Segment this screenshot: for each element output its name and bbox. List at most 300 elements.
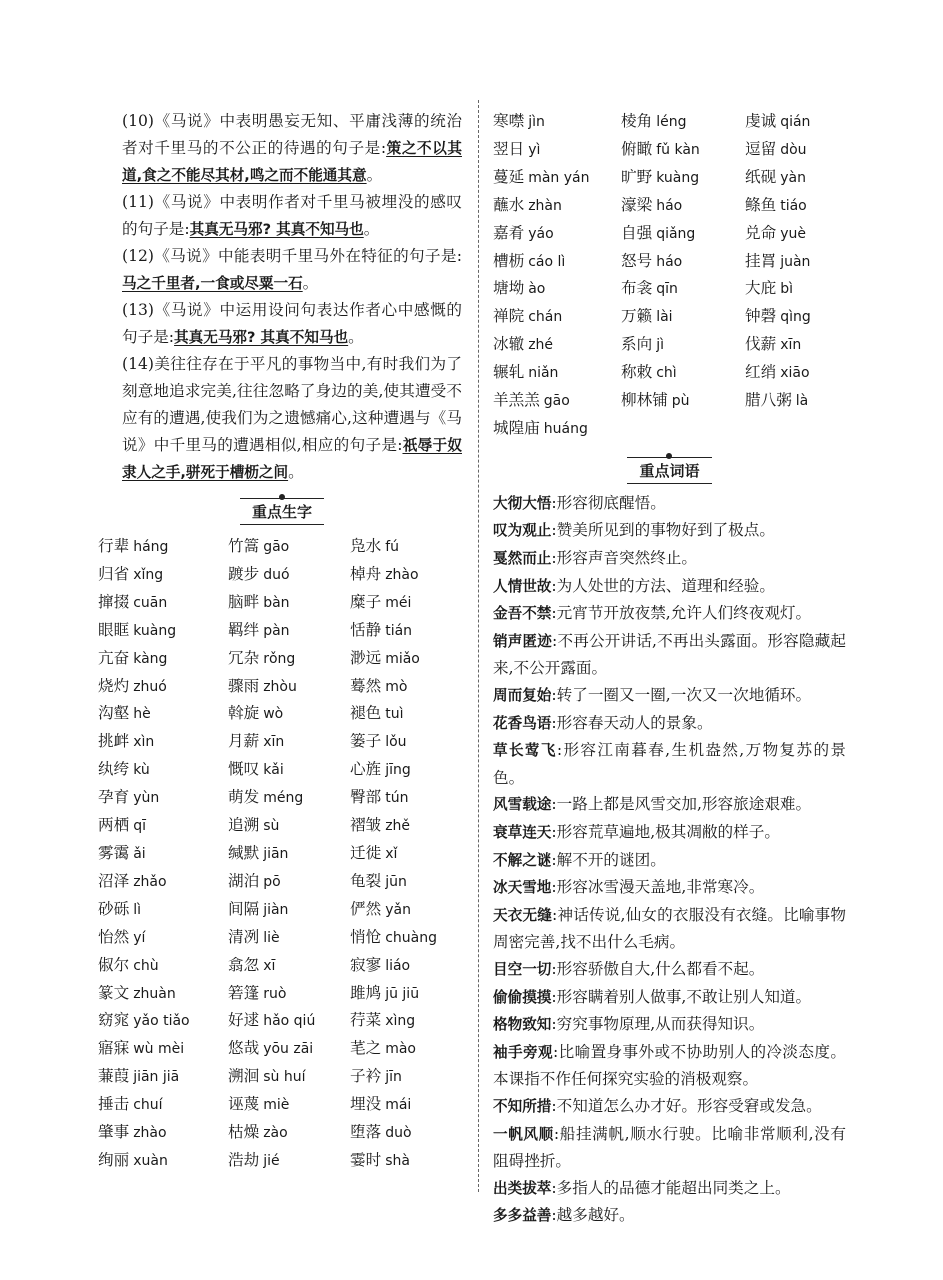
question-item — [122, 243, 462, 297]
char-entry — [493, 415, 621, 443]
vocab-term: 目空一切 — [493, 960, 552, 978]
char-pinyin: liáo — [385, 957, 411, 974]
char-pinyin: liè — [263, 929, 280, 946]
char-pinyin: qīn — [656, 281, 678, 298]
char-entry — [350, 784, 466, 812]
char-word: 挂罥 — [745, 251, 777, 270]
vocab-definition: :不再公开讲话,不再出头露面。形容隐藏起来,不公开露面。 — [493, 631, 846, 678]
question-text: (13)《马说》中运用设问句表达作者心中感慨的句子是: — [122, 301, 462, 346]
vocab-term: 草长莺飞 — [493, 742, 557, 760]
question-text: (14)美往往存在于平凡的事物当中,有时我们为了刻意地追求完美,往往忽略了身边的美,使其遭受不应有的遭遇,使我们为之遗憾痛心,这种遭遇与《马说》中千里马的遭遇相似,相应的句子是: — [122, 355, 462, 454]
char-pinyin: sù huí — [263, 1069, 306, 1086]
vocab-entry — [493, 1202, 846, 1230]
char-entry — [228, 896, 350, 924]
vocab-entry — [493, 984, 846, 1012]
vocab-definition: :解不开的谜团。 — [551, 850, 666, 869]
char-pinyin: jūn — [385, 873, 407, 890]
char-word: 霎时 — [350, 1150, 382, 1169]
char-word: 两栖 — [98, 816, 130, 835]
char-word: 斡旋 — [228, 704, 260, 723]
char-word: 埋没 — [350, 1095, 382, 1114]
char-pinyin: jì — [656, 337, 664, 354]
char-word: 清冽 — [228, 927, 260, 946]
char-pinyin: bì — [780, 281, 793, 298]
char-word: 翌日 — [493, 139, 525, 158]
vocab-definition: :为人处世的方法、道理和经验。 — [551, 576, 775, 595]
vocab-definition: :形容春天动人的景象。 — [551, 713, 713, 732]
question-list — [122, 108, 462, 486]
char-pinyin: pù — [671, 393, 690, 410]
vocab-term: 出类拔萃 — [493, 1179, 552, 1197]
char-word: 萌发 — [228, 788, 260, 807]
char-entry — [350, 868, 466, 896]
char-word: 寂寥 — [350, 955, 382, 974]
char-word: 鲦鱼 — [745, 195, 777, 214]
char-word: 篓子 — [350, 732, 382, 751]
char-pinyin: sù — [263, 818, 280, 835]
char-entry — [228, 1091, 350, 1119]
char-pinyin: xī — [263, 957, 276, 974]
char-entry — [621, 220, 745, 248]
char-word: 沼泽 — [98, 871, 130, 890]
vocab-entry — [493, 791, 846, 819]
char-word: 骤雨 — [228, 676, 260, 695]
char-word: 慨叹 — [228, 760, 260, 779]
char-pinyin: xìn — [133, 734, 155, 751]
char-entry — [350, 728, 466, 756]
vocab-definition: :转了一圈又一圈,一次又一次地循环。 — [551, 686, 812, 705]
char-pinyin: dòu — [780, 141, 807, 158]
char-pinyin: jiàn — [263, 901, 289, 918]
char-word: 雾霭 — [98, 843, 130, 862]
vocab-term: 不解之谜 — [493, 851, 552, 869]
char-pinyin: cuān — [133, 594, 168, 611]
char-pinyin: yǎo tiǎo — [133, 1013, 190, 1030]
char-entry — [621, 359, 745, 387]
vocab-entry — [493, 874, 846, 902]
char-pinyin: méng — [263, 790, 304, 807]
char-word: 蘸水 — [493, 195, 525, 214]
char-pinyin: yōu zāi — [263, 1041, 314, 1058]
char-entry — [98, 645, 228, 673]
char-pinyin: zào — [263, 1125, 288, 1142]
char-pinyin: jìn — [528, 114, 545, 130]
question-text: (10)《马说》中表明愚妄无知、平庸浅薄的统治者对千里马的不公正的待遇的句子是: — [122, 112, 462, 157]
char-entry — [228, 533, 350, 561]
char-pinyin: là — [795, 393, 809, 410]
char-word: 雎鸠 — [350, 983, 382, 1002]
char-entry — [493, 248, 621, 276]
right-column — [493, 108, 846, 1230]
char-word: 眼眶 — [98, 620, 130, 639]
char-word: 湖泊 — [228, 871, 260, 890]
char-entry — [621, 275, 745, 303]
char-word: 羁绊 — [228, 620, 260, 639]
char-pinyin: háo — [656, 253, 683, 270]
char-pinyin: jié — [263, 1152, 280, 1169]
char-entry — [745, 303, 846, 331]
char-pinyin: wò — [263, 706, 284, 723]
char-entry — [98, 533, 228, 561]
question-text: (12)《马说》中能表明千里马外在特征的句子是: — [122, 247, 462, 265]
char-word: 槽枥 — [493, 251, 525, 270]
char-pinyin: zhé — [528, 337, 554, 354]
char-entry — [350, 561, 466, 589]
vocab-definition: :形容荒草遍地,极其凋敝的样子。 — [551, 823, 780, 841]
char-word: 踱步 — [228, 564, 260, 583]
char-word: 钟磬 — [745, 307, 777, 326]
question-end: 。 — [348, 328, 364, 346]
vocab-entry — [493, 1175, 846, 1203]
question-end: 。 — [302, 274, 319, 292]
char-entry — [621, 164, 745, 192]
char-entry — [350, 1119, 466, 1147]
vocab-term: 袖手旁观 — [493, 1043, 553, 1061]
char-word: 布衾 — [621, 279, 653, 298]
char-entry — [493, 164, 621, 192]
vocab-term: 销声匿迹 — [493, 632, 553, 650]
char-word: 诬蔑 — [228, 1095, 260, 1114]
char-entry — [98, 700, 228, 728]
char-word: 蓦然 — [350, 676, 382, 695]
vocab-entry — [493, 902, 846, 956]
char-entry — [350, 1063, 466, 1091]
vocab-definition: :形容瞒着别人做事,不敢让别人知道。 — [551, 987, 812, 1006]
char-pinyin: zhòu — [263, 678, 297, 695]
vocab-term: 花香鸟语 — [493, 714, 552, 732]
char-pinyin: yàn — [780, 169, 806, 186]
char-word: 龟裂 — [350, 871, 382, 890]
char-word: 禅院 — [493, 307, 525, 326]
char-word: 追溯 — [228, 816, 260, 835]
char-entry — [228, 840, 350, 868]
char-word: 纸砚 — [745, 167, 777, 186]
char-pinyin: chuàng — [385, 929, 437, 946]
vocab-term: 天衣无缝 — [493, 906, 553, 924]
section-header-shengzi — [98, 498, 466, 525]
vocab-definition: :船挂满帆,顺水行驶。比喻非常顺利,没有阻碍挫折。 — [493, 1124, 846, 1171]
char-pinyin: xīn — [263, 734, 285, 751]
char-entry — [228, 1007, 350, 1035]
char-word: 伐薪 — [745, 335, 777, 354]
question-end: 。 — [366, 166, 383, 184]
char-word: 砂砾 — [98, 899, 130, 918]
char-word: 箬篷 — [228, 983, 260, 1002]
vocab-entry — [493, 490, 846, 518]
char-word: 逗留 — [745, 139, 777, 158]
char-pinyin: gāo — [263, 539, 290, 555]
vocab-entry — [493, 1093, 846, 1121]
char-pinyin: yuè — [780, 225, 806, 242]
vocab-term: 金吾不禁 — [493, 605, 552, 623]
char-word: 亢奋 — [98, 648, 130, 667]
left-column — [98, 108, 466, 1175]
char-entry — [98, 1007, 228, 1035]
char-entry — [350, 1147, 466, 1175]
char-entry — [621, 331, 745, 359]
char-word: 溯洄 — [228, 1067, 260, 1086]
char-entry — [98, 1063, 228, 1091]
char-pinyin: léng — [656, 114, 687, 130]
char-entry — [493, 108, 621, 136]
char-pinyin: yí — [133, 929, 146, 946]
answer-text: 马之千里者,一食或尽粟一石 — [122, 275, 303, 292]
char-word: 褶皱 — [350, 816, 382, 835]
char-pinyin: zhuàn — [133, 985, 176, 1002]
char-entry — [745, 387, 846, 415]
char-entry — [745, 192, 846, 220]
question-text: (11)《马说》中表明作者对千里马被埋没的感叹的句子是: — [122, 193, 462, 238]
char-entry — [98, 868, 228, 896]
char-entry — [350, 756, 466, 784]
char-word: 系向 — [621, 335, 653, 354]
vocab-term: 人情世故 — [493, 577, 552, 595]
char-pinyin: zhǎo — [133, 873, 167, 890]
char-word: 塘坳 — [493, 279, 525, 298]
answer-text: 策之不以其道,食之不能尽其材,鸣之而不能通其意 — [122, 140, 462, 184]
char-word: 迁徙 — [350, 843, 382, 862]
char-word: 翕忽 — [228, 955, 260, 974]
char-word: 沟壑 — [98, 704, 130, 723]
section-header-ciyu — [493, 457, 846, 484]
vocab-term: 衰草连天 — [493, 824, 552, 841]
char-entry — [228, 952, 350, 980]
char-entry — [493, 359, 621, 387]
char-entry — [98, 673, 228, 701]
char-entry — [228, 645, 350, 673]
char-word: 俯瞰 — [621, 139, 653, 158]
char-entry — [98, 589, 228, 617]
char-word: 大庇 — [745, 279, 777, 298]
vocab-definition: :元宵节开放夜禁,允许人们终夜观灯。 — [551, 604, 812, 623]
char-pinyin: pàn — [263, 622, 290, 639]
char-entry — [98, 784, 228, 812]
section-title-ciyu: 重点词语 — [627, 457, 711, 484]
vocab-entry — [493, 682, 846, 710]
char-pinyin: yùn — [133, 790, 160, 807]
char-word: 心旌 — [350, 760, 382, 779]
char-pinyin: tún — [385, 790, 409, 807]
char-entry — [350, 1007, 466, 1035]
char-word: 腊八粥 — [745, 391, 792, 410]
vocab-definition: :形容江南暮春,生机盎然,万物复苏的景色。 — [493, 741, 846, 787]
vocab-term: 戛然而止 — [493, 550, 552, 568]
char-pinyin: miǎo — [385, 650, 420, 667]
char-pinyin: ǎi — [133, 845, 146, 862]
char-word: 悠哉 — [228, 1039, 260, 1058]
char-entry — [350, 1091, 466, 1119]
char-word: 浩劫 — [228, 1150, 260, 1169]
char-entry — [98, 1091, 228, 1119]
char-pinyin: wù mèi — [133, 1041, 185, 1058]
vocab-definition: :赞美所见到的事物好到了极点。 — [551, 521, 775, 540]
char-word: 辗轧 — [493, 363, 525, 382]
char-word: 冗杂 — [228, 648, 260, 667]
char-entry — [228, 561, 350, 589]
char-entry — [228, 617, 350, 645]
char-pinyin: duó — [263, 566, 290, 583]
char-entry — [228, 728, 350, 756]
char-pinyin: xuàn — [133, 1152, 168, 1169]
char-pinyin: jīng — [385, 762, 411, 779]
char-entry — [350, 673, 466, 701]
char-pinyin: xìng — [385, 1013, 416, 1030]
char-entry — [350, 700, 466, 728]
char-entry — [493, 136, 621, 164]
char-entry — [350, 645, 466, 673]
char-word: 肇事 — [98, 1123, 130, 1142]
answer-text: 祇辱于奴隶人之手,骈死于槽枥之间 — [122, 437, 462, 481]
char-entry — [745, 136, 846, 164]
char-pinyin: xīn — [780, 337, 802, 354]
char-word: 脑畔 — [228, 592, 260, 611]
char-pinyin: xǐng — [133, 566, 164, 583]
char-pinyin: bàn — [263, 594, 290, 611]
char-entry — [228, 812, 350, 840]
vocab-term: 一帆风顺 — [493, 1125, 554, 1143]
char-entry — [745, 331, 846, 359]
vocab-entry — [493, 1121, 846, 1175]
char-word: 自强 — [621, 223, 653, 242]
char-pinyin: hǎo qiú — [263, 1013, 316, 1030]
right-char-grid — [493, 108, 846, 443]
char-entry — [98, 924, 228, 952]
char-word: 窈窕 — [98, 1011, 130, 1030]
answer-text: 其真无马邪? 其真不知马也 — [174, 329, 349, 346]
char-pinyin: lì — [133, 901, 141, 918]
vocab-entry — [493, 573, 846, 601]
char-word: 好逑 — [228, 1011, 260, 1030]
char-entry — [228, 589, 350, 617]
char-word: 柳林铺 — [621, 391, 668, 410]
char-entry — [98, 1035, 228, 1063]
char-word: 孕育 — [98, 788, 130, 807]
char-entry — [621, 248, 745, 276]
vocab-entry — [493, 847, 846, 875]
char-word: 子衿 — [350, 1067, 382, 1086]
section-title-shengzi: 重点生字 — [240, 498, 324, 525]
char-entry — [228, 700, 350, 728]
char-pinyin: chuí — [133, 1097, 163, 1114]
char-entry — [98, 812, 228, 840]
vocab-definition: :多指人的品德才能超出同类之上。 — [551, 1178, 791, 1197]
question-item — [122, 297, 462, 351]
char-pinyin: jiān jiā — [133, 1069, 180, 1086]
char-pinyin: huáng — [543, 420, 588, 437]
char-entry — [493, 275, 621, 303]
vocab-term: 偷偷摸摸 — [493, 988, 552, 1006]
char-pinyin: mào — [385, 1041, 416, 1058]
char-pinyin: màn yán — [528, 169, 590, 186]
char-pinyin: shà — [385, 1152, 410, 1169]
char-word: 棱角 — [621, 112, 653, 130]
char-entry — [228, 868, 350, 896]
char-word: 荇菜 — [350, 1011, 382, 1030]
char-pinyin: tián — [385, 622, 413, 639]
char-entry — [98, 952, 228, 980]
char-word: 旷野 — [621, 167, 653, 186]
char-pinyin: jiān — [263, 845, 289, 862]
char-entry — [621, 303, 745, 331]
char-entry — [350, 980, 466, 1008]
char-entry — [228, 784, 350, 812]
char-entry — [228, 924, 350, 952]
char-word: 俨然 — [350, 899, 382, 918]
char-entry — [228, 1063, 350, 1091]
char-pinyin: háo — [656, 197, 683, 214]
char-entry — [745, 164, 846, 192]
char-pinyin: lǒu — [385, 734, 407, 751]
vocab-definition: :形容骄傲自大,什么都看不起。 — [551, 959, 765, 978]
char-word: 竹篙 — [228, 537, 260, 555]
char-word: 怡然 — [98, 927, 130, 946]
char-entry — [350, 924, 466, 952]
char-word: 枯燥 — [228, 1123, 260, 1142]
char-entry — [745, 248, 846, 276]
char-pinyin: ào — [528, 281, 546, 298]
vocab-definition: :一路上都是风雪交加,形容旅途艰难。 — [551, 795, 812, 814]
char-pinyin: kuàng — [656, 169, 700, 186]
char-word: 恬静 — [350, 620, 382, 639]
char-entry — [228, 1119, 350, 1147]
char-word: 挑衅 — [98, 732, 130, 751]
vocab-definition: :神话传说,仙女的衣服没有衣缝。比喻事物周密完善,找不出什么毛病。 — [493, 905, 846, 952]
char-pinyin: chì — [656, 365, 677, 382]
char-entry — [350, 840, 466, 868]
char-entry — [98, 756, 228, 784]
char-pinyin: kuàng — [133, 622, 177, 639]
char-pinyin: pō — [263, 873, 281, 890]
char-pinyin: yáo — [528, 225, 554, 242]
char-pinyin: lài — [656, 309, 673, 326]
char-entry — [493, 387, 621, 415]
char-entry — [98, 617, 228, 645]
char-word: 冰辙 — [493, 335, 525, 354]
vocab-entry — [493, 737, 846, 791]
char-word: 堕落 — [350, 1123, 382, 1142]
char-word: 城隍庙 — [493, 418, 540, 437]
char-entry — [745, 108, 846, 136]
char-pinyin: zhào — [385, 566, 419, 583]
char-word: 嘉肴 — [493, 223, 525, 242]
char-entry — [350, 812, 466, 840]
char-word: 篆文 — [98, 983, 130, 1002]
ciyu-list — [493, 490, 846, 1230]
vocab-term: 风雪载途 — [493, 796, 552, 814]
char-entry — [98, 561, 228, 589]
char-word: 虔诚 — [745, 112, 777, 130]
char-entry — [98, 1147, 228, 1175]
char-pinyin: qìng — [780, 309, 811, 326]
char-pinyin: miè — [263, 1097, 290, 1114]
char-word: 称敕 — [621, 363, 653, 382]
char-word: 行辈 — [98, 537, 130, 555]
char-entry — [350, 617, 466, 645]
char-pinyin: qiǎng — [656, 225, 696, 242]
vocab-definition: :形容冰雪漫天盖地,非常寒冷。 — [551, 878, 765, 897]
vocab-definition: :形容彻底醒悟。 — [551, 493, 666, 512]
char-word: 悄怆 — [350, 927, 382, 946]
question-item — [122, 108, 462, 189]
char-entry — [745, 359, 846, 387]
char-word: 烧灼 — [98, 676, 130, 695]
char-pinyin: xǐ — [385, 845, 398, 862]
char-pinyin: kàng — [133, 650, 168, 667]
char-pinyin: hè — [133, 706, 151, 723]
char-word: 兑命 — [745, 223, 777, 242]
char-word: 间隔 — [228, 899, 260, 918]
char-entry — [98, 1119, 228, 1147]
